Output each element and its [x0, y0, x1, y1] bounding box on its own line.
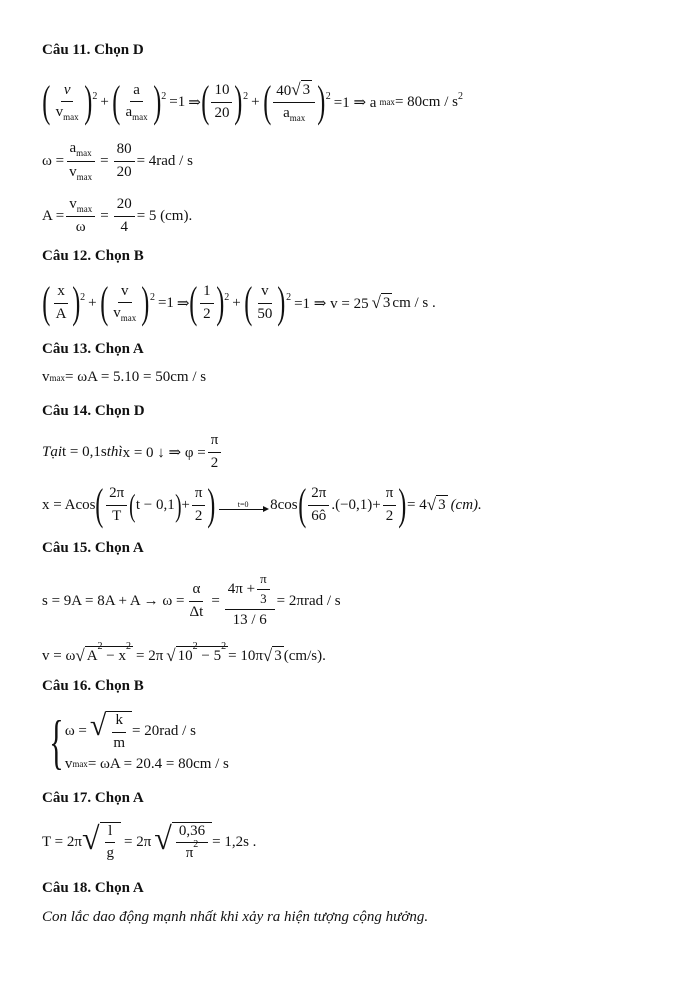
q16-heading: Câu 16. Chọn B	[42, 678, 144, 694]
q14-heading: Câu 14. Chọn D	[42, 403, 145, 419]
arrow-icon: t=0	[219, 501, 267, 510]
q11-equation-2: ω = $\frac{a_{max}}{v_{max}}$ = $\frac{80}{20}$ = 4rad / s	[42, 140, 193, 182]
q18-heading: Câu 18. Chọn A	[42, 880, 144, 896]
q15-line-1: s = 9A = 8A + A → ω = $\frac{\alpha}{\Delta t}$ = 4π + $\frac{\pi}{3}$ 13 / 6 = 2πrad / s	[42, 571, 341, 629]
q12-equation: ( $\frac{x}{A}$ ) $^2$ + ( $\frac{v}{v_{max}}$ ) $^2$ =1 ⇒ ( $\frac{1}{2}$ ) $^2$ + ( $\frac{v}{50}$ ) $^2$ =1 ⇒ v = 25 √ 3 cm / s .	[42, 278, 436, 328]
q11-equation-3: A = $\frac{v_{max}}{\omega}$ = $\frac{20}{4}$ = 5 (cm).	[42, 195, 193, 236]
q16-line-1: ω = √ $\frac{k}{m}$ = 20rad / s	[64, 709, 196, 751]
q11-equation-1: ( $\frac{v}{v_{max}}$ ) $^2$ + ( $\frac{a}{a_{max}}$ ) $^2$ =1 ⇒ ( $\frac{10}{20}$ ) $^2$ + ( 40 √ 3 $a_{max}$ ) $^2$ =1 ⇒ a max = 80cm / s $^2$	[42, 77, 463, 127]
q13-heading: Câu 13. Chọn A	[42, 341, 144, 357]
q18-answer-text: Con lắc dao động mạnh nhất khi xảy ra hiện tượng cộng hưởng.	[42, 909, 429, 925]
q16-system	[42, 704, 229, 780]
q13-equation: v max = ωA = 5.10 = 50cm / s	[42, 369, 207, 385]
q17-heading: Câu 17. Chọn A	[42, 790, 144, 806]
q11-heading: Câu 11. Chọn D	[42, 42, 144, 58]
q12-heading: Câu 12. Chọn B	[42, 248, 144, 264]
q14-line-1: Tại t = 0,1s thì x = 0 ↓ ⇒ φ = $\frac{\pi}{2}$	[42, 430, 223, 474]
q16-line-2: v max = ωA = 20.4 = 80cm / s	[64, 755, 229, 772]
q15-heading: Câu 15. Chọn A	[42, 540, 144, 556]
q15-line-2: v = ω √ $A^2 - x^2$ = 2π √ $10^2 - 5^2$ = 10π √ 3 (cm/s).	[42, 641, 326, 665]
brace-icon: {	[49, 709, 64, 775]
q14-line-2: x = Acos ( $\frac{2\pi}{T}$ ( t − 0,1 ) + $\frac{\pi}{2}$ ) t=0 8cos ( $\frac{2\pi}{6ô}$ .(−0,1) + $\frac{\pi}{2}$ ) = 4 √ 3 (cm).	[42, 480, 482, 530]
q17-equation: T = 2π √ $\frac{l}{g}$ = 2π √ $\frac{0,36}{\pi^2}$ = 1,2s .	[42, 819, 257, 861]
